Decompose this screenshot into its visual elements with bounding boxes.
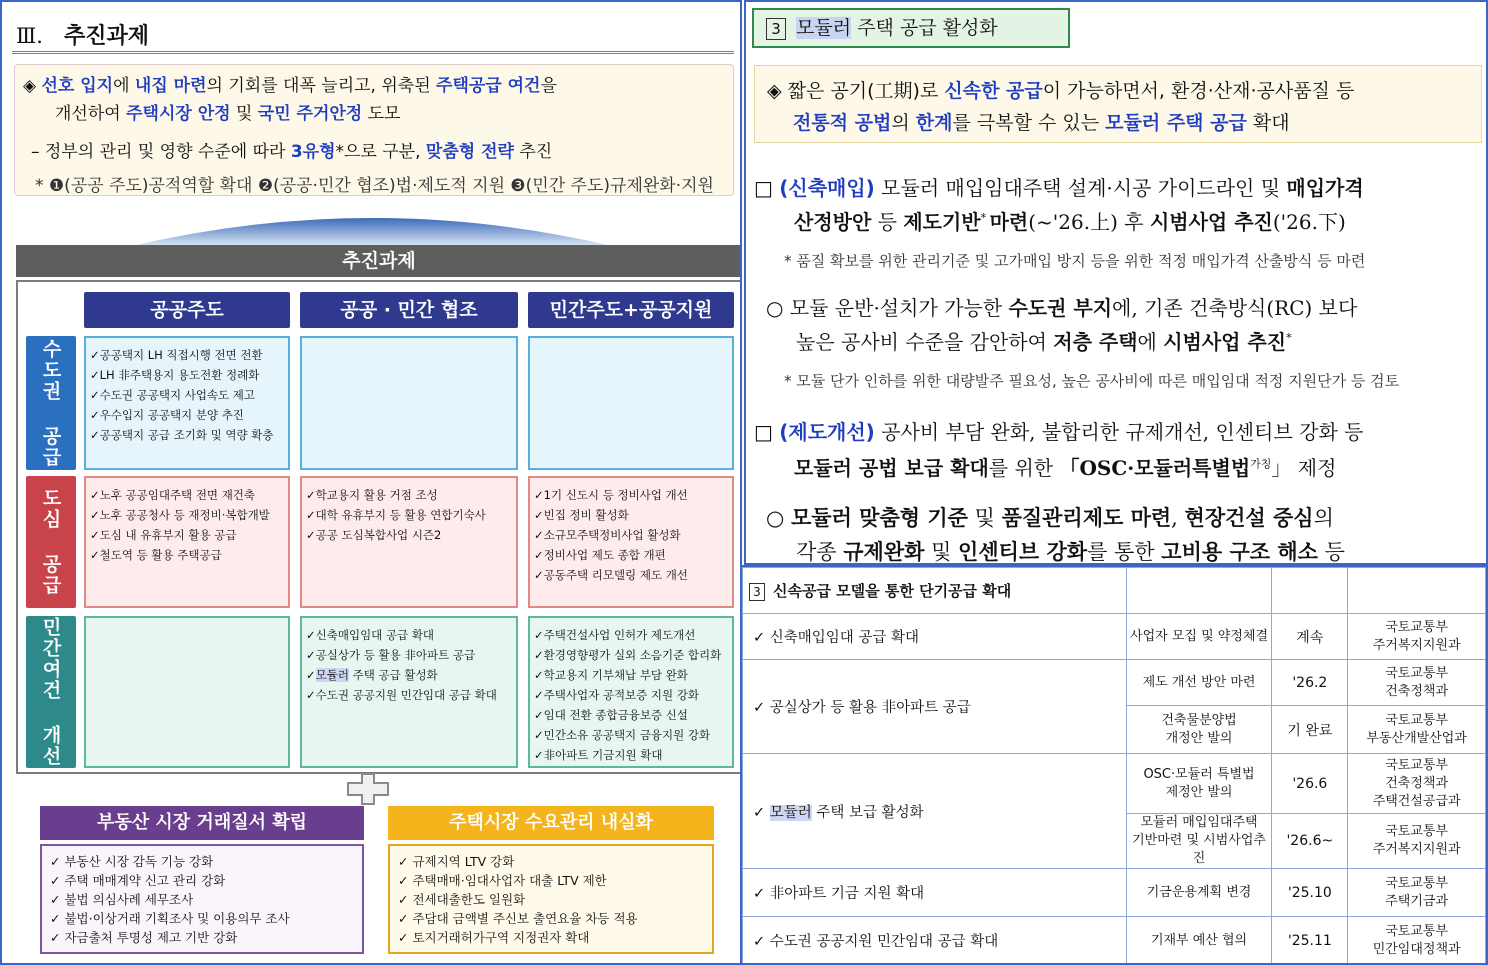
table-header-cell [743, 568, 1127, 614]
text-run: 품질관리제도 마련 [1001, 505, 1172, 530]
row-header-2: 도심 공급 [26, 476, 76, 608]
table-dept-cell [1348, 660, 1486, 706]
box-item: ✓ 전세대출한도 일원화 [398, 892, 526, 907]
action-line: 사업자 모집 및 약정체결 [1130, 628, 1269, 644]
paragraph-p1-note: * 품질 확보를 위한 관리기준 및 고가매입 방지 등을 위한 적정 매입가격 산출방식 등 마련 [784, 252, 1366, 270]
dept-line: 국토교통부 [1385, 824, 1449, 839]
right-top-panel [744, 0, 1488, 565]
table-header-empty-cell [1126, 568, 1272, 614]
text-run: 선호 입지 [41, 76, 114, 96]
grid-cell [528, 616, 734, 768]
text-run: 에 [113, 76, 135, 96]
tasks-grid [16, 280, 742, 774]
summary-line-3-text [31, 142, 552, 162]
text-run: 의 [1313, 506, 1334, 530]
column-header-cooperation: 공공 · 민간 협조 [300, 292, 518, 328]
grid-cell-item: ✓공실상가 등 활용 非아파트 공급 [306, 648, 476, 662]
box-item: ✓ 주택 매매계약 신고 관리 강화 [50, 873, 226, 888]
text-run: 마련 [989, 210, 1029, 234]
text-run: 주택 공급 활성화 [348, 668, 438, 682]
text-run: 인센티브 강화 [958, 539, 1088, 564]
table-row [743, 754, 1486, 814]
summary-line-2-text [55, 104, 400, 124]
text-run: 도모 [362, 104, 401, 124]
text-run: (~'26.上) 후 [1028, 210, 1150, 234]
diamond-bullet-icon: ◈ [767, 80, 782, 102]
text-run: 등 [1317, 540, 1345, 564]
dept-line: 건축정책과 [1385, 683, 1449, 699]
text-run: 제도기반 [903, 210, 981, 234]
table-dept-cell [1348, 869, 1486, 917]
dept-line: 국토교통부 [1385, 665, 1449, 681]
text-run: 주택공급 여건 [436, 76, 541, 96]
text-run: 및 [967, 506, 1002, 530]
text-run: , [1171, 506, 1185, 530]
text-run: 한계 [915, 112, 953, 134]
text-run: 」 제정 [1271, 456, 1337, 480]
dept-line: 국토교통부 [1385, 757, 1449, 773]
summary-box [14, 64, 734, 196]
action-line: OSC·모듈러 특별법 [1143, 766, 1255, 782]
highlight-run: 모듈러 [315, 668, 349, 682]
table-dept-cell [1348, 754, 1486, 814]
text-run: 확대 [1246, 112, 1290, 134]
dept-line: 주거복지지원과 [1372, 637, 1461, 653]
grid-cell-item: ✓환경영향평가 실외 소음기준 합리화 [534, 648, 722, 662]
grid-cell [300, 336, 518, 470]
tasks-bar-title: 추진과제 [16, 245, 742, 277]
table-action-cell [1126, 614, 1272, 660]
grid-cell-item: ✓임대 전환 종합금융보증 신설 [534, 708, 688, 722]
demand-management-title: 주택시장 수요관리 내실화 [388, 806, 714, 840]
summary-line-2 [55, 99, 400, 124]
text-run: 추진 [513, 142, 553, 162]
table-header-empty-cell [1272, 568, 1348, 614]
grid-cell-item: ✓소규모주택정비사업 활성화 [534, 528, 681, 542]
paragraph-p4-line2 [796, 536, 1345, 565]
text-run: 고비용 구조 해소 [1161, 539, 1318, 564]
plus-icon [346, 772, 390, 806]
paragraph-p1-line1 [754, 172, 1364, 201]
paragraph-p2-line1 [766, 292, 1357, 321]
box-item: ✓ 주담대 금액별 주신보 출연요율 차등 적용 [398, 911, 638, 926]
grid-cell [300, 476, 518, 608]
table-date-cell: '26.6~ [1272, 814, 1348, 869]
text-run: 전통적 공법 [793, 112, 892, 134]
text-run: 이 가능하면서, 환경·산재·공사품질 등 [1042, 80, 1355, 102]
text-run: 내집 마련 [134, 76, 207, 96]
text-run: 가칭 [1250, 457, 1272, 471]
table-action-cell [1126, 814, 1272, 869]
dept-line: 국토교통부 [1385, 923, 1449, 939]
text-run: 및 [230, 104, 258, 124]
text-run: 현장건설 중심 [1184, 505, 1314, 530]
grid-cell-item: ✓노후 공공임대주택 전면 재건축 [90, 488, 256, 502]
table-date-cell: '25.11 [1272, 917, 1348, 965]
action-line: 개정안 발의 [1165, 730, 1233, 746]
paragraph-p3-line1 [754, 416, 1363, 445]
action-line: 건축물분양법 [1161, 712, 1237, 728]
grid-cell-item: ✓주택건설사업 인허가 제도개선 [534, 628, 696, 642]
text-run: 공사비 부담 완화, 불합리한 규제개선, 인센티브 강화 등 [874, 420, 1364, 444]
table-action-cell [1126, 754, 1272, 814]
text-run: □ [754, 420, 780, 444]
modular-summary-line-2 [793, 108, 1290, 135]
grid-cell [84, 336, 290, 470]
text-run: 시범사업 추진 [1149, 210, 1273, 234]
paragraph-p2-line2 [796, 326, 1292, 355]
short-term-supply-table [742, 567, 1486, 965]
summary-line-1-text [41, 76, 556, 96]
table-item-cell: ✓ 非아파트 기금 지원 확대 [743, 869, 1127, 917]
column-header-public: 공공주도 [84, 292, 290, 328]
diamond-bullet-icon: ◈ [23, 76, 37, 96]
modular-heading [752, 8, 1070, 48]
dept-line: 주거복지지원과 [1372, 842, 1461, 857]
text-run: ('26.下) [1272, 210, 1346, 234]
paragraph-p1-line2 [794, 206, 1346, 235]
grid-cell-item: ✓대학 유휴부지 등 활용 연합기숙사 [306, 508, 486, 522]
text-run: 높은 공사비 수준을 감안하여 [796, 330, 1054, 354]
paragraph-p4-line1 [766, 502, 1334, 532]
table-item-cell: ✓ 신축매입임대 공급 확대 [743, 614, 1127, 660]
text-run: 국민 주거안정 [257, 104, 363, 124]
text-run: 매입가격 [1286, 176, 1364, 200]
short-term-supply-table-panel [740, 565, 1488, 965]
demand-management-box [388, 844, 714, 954]
text-run: 모듈러 매입임대주택 설계·시공 가이드라인 및 [874, 176, 1287, 200]
heading-number: 3 [766, 18, 786, 40]
grid-cell-item: ✓공공택지 LH 직접시행 전면 전환 [90, 348, 263, 362]
action-line: 기반마련 및 시범사업추진 [1132, 833, 1266, 866]
grid-cell [84, 616, 290, 768]
table-dept-cell [1348, 706, 1486, 754]
dept-line: 건축정책과 [1385, 775, 1449, 791]
table-date-cell: '25.10 [1272, 869, 1348, 917]
section-title: 추진과제 [64, 24, 150, 49]
column-header-private: 민간주도+공공지원 [528, 292, 734, 328]
text-run: 각종 [796, 540, 844, 564]
table-date-cell: 계속 [1272, 614, 1348, 660]
grid-cell-item: ✓1기 신도시 등 정비사업 개선 [534, 488, 688, 502]
section-number: Ⅲ. [16, 24, 43, 48]
grid-cell-item: ✓우수입지 공공택지 분양 추진 [90, 408, 244, 422]
dept-line: 국토교통부 [1385, 619, 1449, 635]
text-run: 「OSC·모듈러특별법 [1059, 456, 1251, 480]
action-line: 제도 개선 방안 마련 [1142, 674, 1256, 690]
table-header-row [743, 568, 1486, 614]
heading-highlight: 모듈러 [796, 17, 852, 39]
dept-line: 국토교통부 [1385, 712, 1449, 728]
table-item-cell: ✓ 공실상가 등 활용 非아파트 공급 [743, 660, 1127, 754]
grid-cell-item: ✓신축매입임대 공급 확대 [306, 628, 435, 642]
box-item: ✓ 주택매매·임대사업자 대출 LTV 제한 [398, 873, 607, 888]
text-run: 에 [1137, 330, 1164, 354]
row-header-1: 수도권 공급 [26, 336, 76, 470]
text-run: ○ 모듈 운반·설치가 가능한 [766, 296, 1009, 320]
table-row [743, 660, 1486, 706]
text-run: *으로 구분, [335, 142, 426, 162]
grid-cell-item: ✓주택사업자 공적보증 지원 강화 [534, 688, 700, 702]
text-run: 를 극복할 수 있는 [952, 112, 1106, 134]
paragraph-p2-note: * 모듈 단가 인하를 위한 대량발주 필요성, 높은 공사비에 따른 매입임대 적정 지원단가 등 검토 [784, 372, 1400, 390]
box-item: ✓ 불법·이상거래 기획조사 및 이용의무 조사 [50, 911, 290, 926]
text-run: (신축매입) [779, 176, 875, 200]
action-line: 기금운용계획 변경 [1146, 884, 1252, 900]
text-run: 3유형 [290, 142, 336, 162]
modular-summary-line-1-text [788, 80, 1355, 102]
text-run: □ [754, 176, 780, 200]
grid-cell-item: ✓노후 공공청사 등 재정비·복합개발 [90, 508, 270, 522]
dept-line: 주택기금과 [1385, 893, 1449, 909]
text-run: 맞춤형 전략 [425, 142, 514, 162]
grid-cell-item: ✓수도권 공공지원 민간임대 공급 확대 [306, 688, 497, 702]
table-header-number: 3 [749, 583, 765, 601]
grid-cell-item: ✓LH 非주택용지 용도전환 정례화 [90, 368, 260, 382]
summary-line-1 [23, 71, 557, 96]
table-action-cell [1126, 660, 1272, 706]
table-header-empty-cell [1348, 568, 1486, 614]
grid-cell-item: ✓민간소유 공공택지 금융지원 강화 [534, 728, 711, 742]
dept-line: 민간임대정책과 [1372, 941, 1461, 957]
table-header-text: 신속공급 모델을 통한 단기공급 확대 [773, 582, 1012, 600]
table-action-cell [1126, 706, 1272, 754]
action-line: 모듈러 매입임대주택 [1140, 815, 1258, 830]
grid-cell-item: ✓도심 내 유휴부지 활용 공급 [90, 528, 237, 542]
market-order-box [40, 844, 364, 954]
text-run: – 정부의 관리 및 영향 수준에 따라 [31, 142, 291, 162]
table-action-cell [1126, 917, 1272, 965]
grid-cell-item: ✓공공 도심복합사업 시즌2 [306, 528, 442, 542]
summary-line-3 [31, 137, 552, 162]
grid-cell-item: ✓非아파트 기금지원 확대 [534, 748, 663, 762]
text-run: ✓ [306, 668, 316, 682]
text-run: 모듈러 주택 공급 [1105, 112, 1247, 134]
text-run: 등 [871, 210, 904, 234]
table-action-cell [1126, 869, 1272, 917]
market-order-title: 부동산 시장 거래질서 확립 [40, 806, 364, 840]
grid-cell-item: ✓공동주택 리모델링 제도 개선 [534, 568, 688, 582]
text-run: 의 기회를 대폭 늘리고, 위축된 [206, 76, 437, 96]
grid-cell [528, 336, 734, 470]
table-row [743, 614, 1486, 660]
grid-cell-item: ✓학교용지 기부채납 부담 완화 [534, 668, 688, 682]
text-run: ✓ [753, 804, 770, 821]
table-dept-cell [1348, 614, 1486, 660]
table-date-cell: '26.2 [1272, 660, 1348, 706]
text-run: * [1286, 331, 1292, 345]
action-line: 기재부 예산 협의 [1150, 932, 1248, 948]
text-run: 에, 기존 건축방식(RC) 보다 [1112, 296, 1358, 320]
dept-line: 부동산개발산업과 [1366, 730, 1467, 746]
text-run: 를 위한 [988, 456, 1060, 480]
text-run: 저층 주택 [1053, 330, 1138, 354]
summary-note: * ❶(공공 주도)공적역할 확대 ❷(공공·민간 협조)법·제도적 지원 ❸(민간 주도)규제완화·지원 [35, 176, 714, 196]
text-run: 주택 보급 활성화 [811, 804, 924, 821]
heading-text: 주택 공급 활성화 [851, 17, 998, 39]
modular-summary-line-2-text [793, 112, 1290, 134]
box-item: ✓ 불법 의심사례 세무조사 [50, 892, 194, 907]
box-item: ✓ 토지거래허가구역 지정권자 확대 [398, 930, 590, 945]
modular-summary-line-1 [767, 76, 1354, 103]
text-run: * [980, 211, 990, 225]
box-item: ✓ 규제지역 LTV 강화 [398, 854, 515, 869]
grid-cell-item: ✓공공택지 공급 조기화 및 역량 확충 [90, 428, 274, 442]
text-run: 신속한 공급 [944, 80, 1043, 102]
grid-cell-item: ✓빈집 정비 활성화 [534, 508, 629, 522]
grid-cell-item: ✓철도역 등 활용 주택공급 [90, 548, 222, 562]
table-item-cell: ✓ 수도권 공공지원 민간임대 공급 확대 [743, 917, 1127, 965]
table-body [743, 568, 1486, 965]
table-date-cell: '26.6 [1272, 754, 1348, 814]
text-run: 수도권 부지 [1008, 296, 1113, 320]
table-row [743, 869, 1486, 917]
highlight-run: 모듈러 [769, 804, 812, 821]
text-run: 개선하여 [55, 104, 127, 124]
grid-cell-item: ✓학교용지 활용 거점 조성 [306, 488, 438, 502]
text-run: 짧은 공기(工期)로 [787, 80, 945, 102]
table-date-cell: 기 완료 [1272, 706, 1348, 754]
text-run: 시범사업 추진 [1163, 330, 1287, 354]
table-row [743, 917, 1486, 965]
modular-summary-box [754, 65, 1482, 143]
text-run: 산정방안 [794, 210, 872, 234]
text-run: 및 [924, 540, 959, 564]
row-header-3: 민간여건 개선 [26, 616, 76, 768]
section-heading [12, 10, 734, 54]
arrow-up-icon [132, 202, 612, 246]
text-run: (제도개선) [779, 420, 875, 444]
text-run: 의 [891, 112, 916, 134]
dept-line: 주택건설공급과 [1372, 793, 1461, 809]
box-item: ✓ 부동산 시장 감독 기능 강화 [50, 854, 214, 869]
grid-cell-item [306, 665, 512, 685]
text-run: 를 통한 [1087, 540, 1162, 564]
grid-cell [300, 616, 518, 768]
table-dept-cell [1348, 917, 1486, 965]
text-run: 규제완화 [843, 539, 925, 564]
text-run: ○ [766, 506, 791, 530]
grid-cell [84, 476, 290, 608]
text-run: 을 [540, 76, 557, 96]
table-dept-cell [1348, 814, 1486, 869]
grid-cell-item: ✓정비사업 제도 종합 개편 [534, 548, 666, 562]
text-run: 모듈러 공법 보급 확대 [794, 456, 989, 480]
text-run: 모듈러 맞춤형 기준 [791, 505, 968, 530]
grid-cell-item: ✓수도권 공공택지 사업속도 제고 [90, 388, 256, 402]
box-item: ✓ 자금출처 투명성 제고 기반 강화 [50, 930, 238, 945]
left-panel [0, 0, 742, 965]
text-run: 주택시장 안정 [126, 104, 231, 124]
dept-line: 국토교통부 [1385, 875, 1449, 891]
table-item-cell [743, 754, 1127, 869]
action-line: 제정안 발의 [1165, 784, 1233, 800]
grid-cell [528, 476, 734, 608]
paragraph-p3-line2 [794, 452, 1336, 481]
